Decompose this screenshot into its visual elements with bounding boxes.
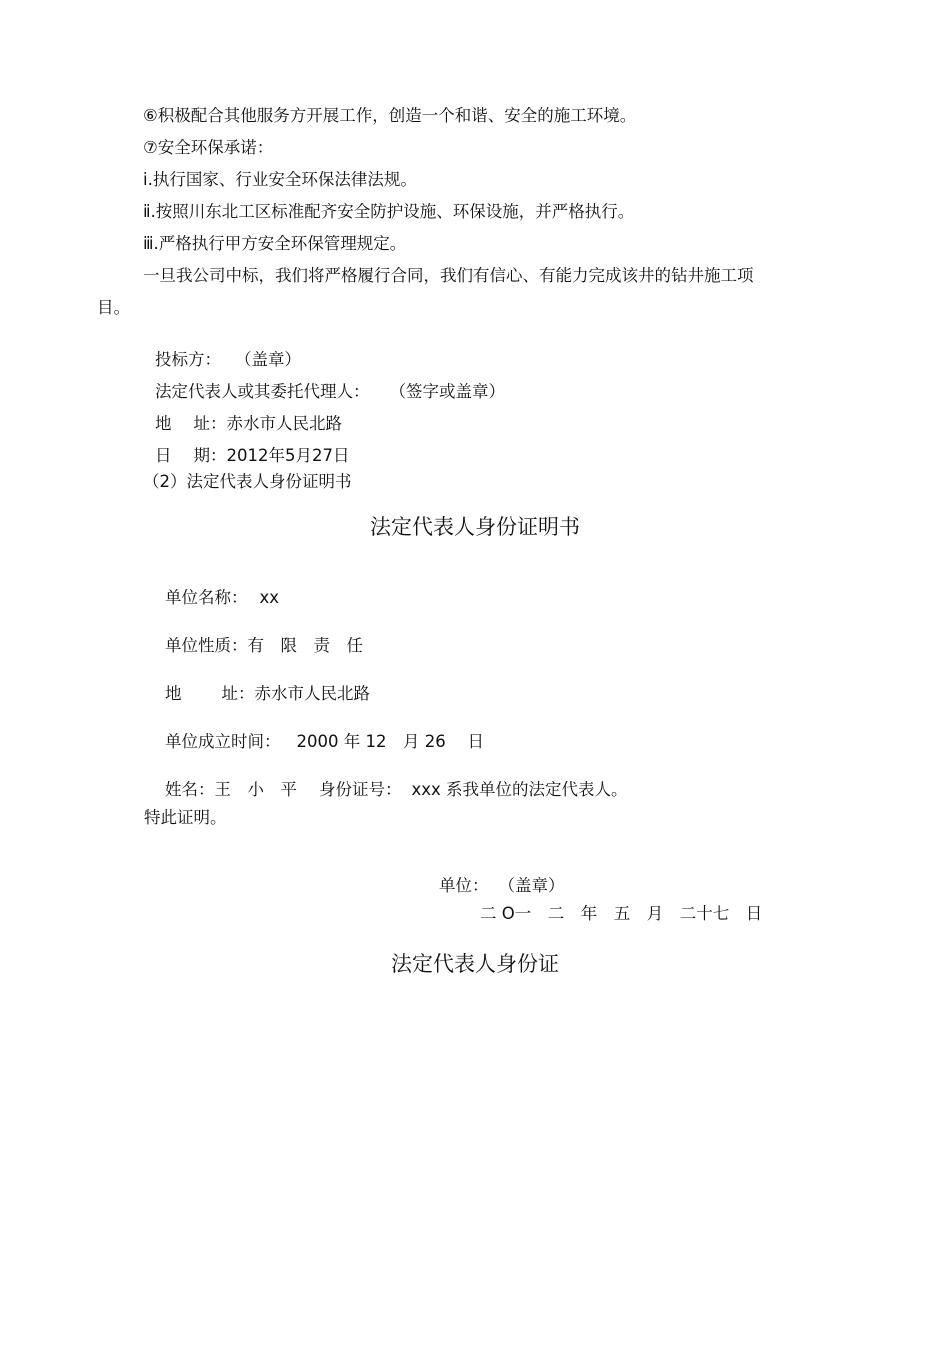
representative-label: 法定代表人或其委托代理人： (154, 382, 370, 401)
sign-date: 二 O一 二 年 五 月 二十七 日 (480, 904, 763, 923)
closing-line-2: 目。 (97, 298, 130, 317)
representative-sign: （签字或盖章） (389, 382, 505, 401)
id-card-title: 法定代表人身份证 (391, 952, 559, 976)
address-label-b: 址： (193, 414, 227, 433)
commitment-item-7: ⑦安全环保承诺： (143, 138, 274, 157)
unit-label: 单位： (438, 876, 489, 895)
founded-label: 单位成立时间： (164, 732, 281, 751)
cert-address-label-a: 地 (164, 684, 182, 703)
bidder-label: 投标方： (154, 350, 221, 369)
unit-nature-label: 单位性质： (164, 636, 248, 655)
cert-address-value: 赤水市人民北路 (254, 684, 370, 703)
cert-address-label-b: 址： (221, 684, 255, 703)
unit-name-value: xx (259, 588, 280, 607)
bidder-seal: （盖章） (234, 350, 301, 369)
date-label-b: 期： (193, 446, 227, 465)
commitment-item-6: ⑥积极配合其他服务方开展工作，创造一个和谐、安全的施工环境。 (143, 106, 637, 125)
commitment-sub-iii: ⅲ.严格执行甲方安全环保管理规定。 (143, 234, 407, 253)
closing-line-1: 一旦我公司中标，我们将严格履行合同，我们有信心、有能力完成该井的钻井施工项 (143, 266, 754, 285)
unit-nature-value: 有 限 责 任 (247, 636, 363, 655)
address-label-a: 地 (154, 414, 172, 433)
id-label: 身份证号： (318, 780, 402, 799)
commitment-sub-ii: ⅱ.按照川东北工区标准配齐安全防护设施、环保设施，并严格执行。 (143, 202, 635, 221)
section-heading: （2）法定代表人身份证明书 (143, 472, 352, 491)
commitment-sub-i: ⅰ.执行国家、行业安全环保法律法规。 (143, 170, 417, 189)
unit-seal: （盖章） (498, 876, 565, 895)
date-label-a: 日 (154, 446, 172, 465)
founded-value: 2000 年 12 月 26 日 (296, 732, 484, 751)
name-label: 姓名： (164, 780, 215, 799)
certify-line: 特此证明。 (144, 808, 227, 827)
name-value: 王 小 平 (214, 780, 297, 799)
address-value: 赤水市人民北路 (226, 414, 342, 433)
id-value: xxx 系我单位的法定代表人。 (411, 780, 628, 799)
date-value: 2012年5月27日 (226, 446, 350, 465)
certificate-title: 法定代表人身份证明书 (370, 515, 580, 539)
unit-name-label: 单位名称： (164, 588, 248, 607)
